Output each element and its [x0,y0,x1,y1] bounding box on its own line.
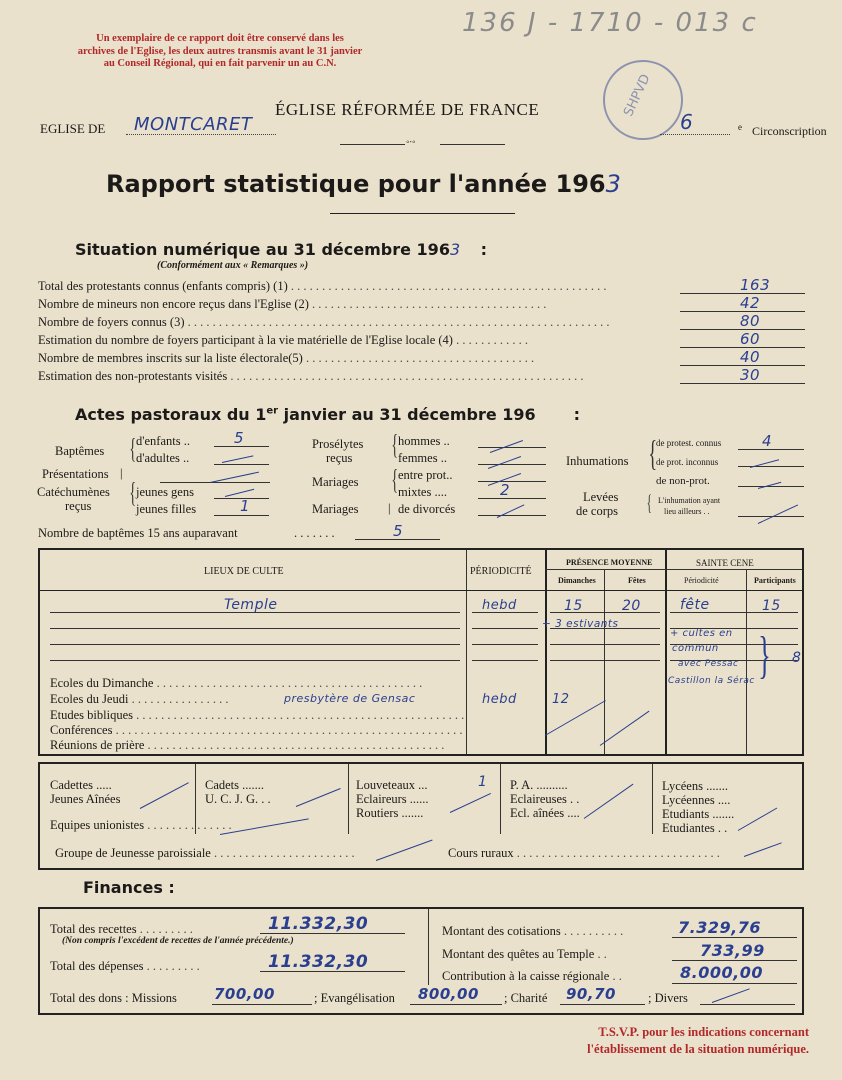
org-title: ÉGLISE RÉFORMÉE DE FRANCE [275,100,540,119]
de-prot-inconnus-label: de prot. inconnus [656,457,719,467]
eglise-name: MONTCARET [134,114,253,135]
de-non-prot-label: de non-prot. [656,475,710,487]
situation-row-value: 42 [740,294,761,312]
situation-row-label: Estimation des non-protestants visités [38,369,228,383]
evangelisation-value: 800,00 [418,985,479,1003]
jeunes-filles-value: 1 [240,497,251,515]
culte-row-line [50,660,460,661]
footer-line2: l'établissement de la situation numérique. [587,1042,809,1056]
ecoles-jeudi-text: Ecoles du Jeudi [50,692,129,706]
col-fetes: Fêtes [628,576,646,585]
reunions-priere-text: Réunions de prière [50,738,145,752]
conferences-text: Conférences [50,723,113,737]
recus-label: reçus [65,499,92,513]
situation-row: Estimation des non-protestants visités . . . . . . . . . . . . . . . . . . . . . . . . . . . . . . . . . . . . . . . . . . . . . . . . . . . . . . . . . [38,369,584,383]
sc-participants-2: 8 [792,650,802,666]
title-rule [330,213,515,214]
bapt15-dots: . . . . . . . [294,526,335,540]
actes-heading-text: Actes pastoraux du 1 [75,405,267,424]
groupe-jeunesse-label: Groupe de Jeunesse paroissiale . . . . . . . . . . . . . . . . . . . . . . . [55,846,355,860]
pa-label: P. A. .......... [510,778,568,792]
header-note-line2: archives de l'Eglise, les deux autres transmis avant le 31 janvier [77,45,363,57]
ornament-left [340,144,405,145]
d-adultes-dash [222,455,254,463]
finances-sep [428,909,429,985]
situation-row-label: Total des protestants connus (enfants compris) (1) [38,279,288,293]
conferences-label: Conférences . . . . . . . . . . . . . . . . . . . . . . . . . . . . . . . . . . . . . . . . . . . . . . . . . . . . . . . . [50,723,463,737]
d-adultes-label: d'adultes .. [136,451,190,465]
row1-lieu: Temple [224,597,278,613]
recettes-line [260,933,405,934]
charite-label: ; Charité [504,991,548,1005]
actes-heading-end: : [573,405,581,424]
bapt15-line [355,539,440,540]
jeunes-ainees-label: Jeunes Aînées [50,792,121,806]
charite-line [560,1004,645,1005]
hommes-line [478,447,546,448]
archive-stamp [603,60,683,140]
header-note-line1: Un exemplaire de ce rapport doit être conservé dans les [96,33,344,44]
situation-row: Nombre de mineurs non encore reçus dans l'Eglise (2) . . . . . . . . . . . . . . . . . . . . . . . . . . . . . . . . . . . . . . [38,297,547,311]
inhum-dash [758,504,798,524]
situation-row: Nombre de foyers connus (3) . . . . . . . . . . . . . . . . . . . . . . . . . . . . . . . . . . . . . . . . . . . . . . . . . . . . . . . . . . . . . . . . . . . . [38,315,610,329]
levees-label: Levées [583,490,619,504]
d-enfants-value: 5 [234,429,245,447]
routiers-label: Routiers ....... [356,806,424,820]
jeunesse-sep [652,764,653,834]
hommes-label: hommes .. [398,434,450,448]
situation-row-label: Nombre de mineurs non encore reçus dans l'Eglise (2) [38,297,309,311]
presentations-line [160,482,270,483]
row1-sc-participants: 15 [762,598,781,614]
contribution-line [672,983,797,984]
footer-line1: T.S.V.P. pour les indications concernant [598,1025,809,1039]
groupe-jeunesse-text: Groupe de Jeunesse paroissiale [55,846,211,860]
cours-ruraux-label: Cours ruraux . . . . . . . . . . . . . . . . . . . . . . . . . . . . . . . . . [448,846,720,860]
contribution-value: 8.000,00 [680,963,763,982]
report-title [106,170,621,198]
situation-row-value: 40 [740,348,761,366]
de-prot-connus-line [738,449,804,450]
jeunesse-sep [500,764,501,834]
de-prot-connus-label: de protest. connus [656,438,722,448]
cotisations-value: 7.329,76 [678,918,761,937]
louveteaux-value: 1 [478,774,488,790]
situation-row-label: Nombre de membres inscrits sur la liste électorale(5) [38,351,303,365]
culte-row-line [550,644,660,645]
row2-note: + 3 estivants [542,618,619,630]
actes-heading [75,405,580,424]
evangelisation-label: ; Evangélisation [314,991,395,1005]
depenses-value: 11.332,30 [268,952,369,972]
quetes-text: Montant des quêtes au Temple [442,947,595,961]
cadettes-label: Cadettes ..... [50,778,112,792]
catechumenes-label: Catéchumènes [37,485,110,499]
bapt15-label: Nombre de baptêmes 15 ans auparavant [38,526,238,540]
row1-dimanches: 15 [564,598,583,614]
bapt15-value: 5 [393,522,404,540]
situation-colon: : [480,240,488,259]
inhumations-label: Inhumations [566,454,629,468]
etudes-bibliques-text: Etudes bibliques [50,708,133,722]
situation-row: Total des protestants connus (enfants compris) (1) . . . . . . . . . . . . . . . . . . . . . . . . . . . . . . . . . . . . . . . . . . . . . . . . . . . [38,279,607,293]
eclaireurs-label: Eclaireurs ...... [356,792,429,806]
inhum-note-1: L'inhumation ayant [658,496,721,505]
culte-col-sep [604,570,605,754]
etudiants-label: Etudiants ....... [662,807,735,821]
ecoles-jeudi-periodicite: hebd [482,692,517,707]
culte-row-line [472,628,538,629]
baptemes-label: Baptêmes [55,444,105,458]
culte-col-sep [545,550,547,754]
brace: { [391,465,399,496]
entre-prot-label: entre prot.. [398,468,453,482]
stamp-text: SHPVD [621,72,654,119]
situation-row-value: 80 [740,312,761,330]
culte-row-line [472,660,538,661]
sc-note-1: + cultes en [670,628,733,639]
situation-subtitle: (Conformément aux « Remarques ») [157,260,309,271]
divorces-line [478,515,546,516]
quetes-line [672,960,797,961]
brace: { [646,490,652,515]
situation-year: 3 [449,240,461,259]
situation-row-value: 163 [740,276,771,294]
mixtes-label: mixtes .... [398,485,447,499]
depenses-line [260,971,405,972]
situation-heading-text: Situation numérique au 31 décembre 196 [75,240,450,259]
actes-heading-sup: er [266,405,279,417]
d-enfants-label: d'enfants .. [136,434,190,448]
col-participants: Participants [754,576,796,585]
situation-row-line [680,383,805,384]
cotisations-line [672,937,797,938]
femmes-dash [488,456,521,469]
ecl-ainees-label: Ecl. aînées .... [510,806,580,820]
etudes-bibliques-label: Etudes bibliques . . . . . . . . . . . . . . . . . . . . . . . . . . . . . . . . . . . . . . . . . . . . . . . . . . . . . [50,708,465,722]
jeunes-gens-label: jeunes gens [136,485,194,499]
depenses-text: Total des dépenses [50,959,144,973]
circonscription-label: Circonscription [752,124,827,138]
cadets-label: Cadets ....... [205,778,265,792]
eclaireuses-label: Eclaireuses . . [510,792,580,806]
divorces-label: de divorcés [398,502,456,516]
situation-heading [75,240,487,259]
sc-brace: } [758,627,771,684]
de-non-prot-line [738,486,804,487]
entre-prot-line [478,481,546,482]
ecoles-jeudi-dimanches: 12 [552,692,570,707]
circonscription-underline [660,134,730,135]
jeunes-filles-label: jeunes filles [136,502,197,516]
culte-head-bottom [40,590,803,591]
eglise-underline [126,134,276,135]
lyceennes-label: Lycéennes .... [662,793,731,807]
col-periodicite: PÉRIODICITÉ [470,566,532,577]
divorces-bar: | [388,501,391,515]
situation-row-label: Nombre de foyers connus (3) [38,315,185,329]
culte-row-line [472,644,538,645]
cotisations-text: Montant des cotisations [442,924,561,938]
situation-row-label: Estimation du nombre de foyers participant à la vie matérielle de l'Eglise locale (4) [38,333,453,347]
col-sainte-cene: SAINTE CENE [696,558,754,568]
charite-value: 90,70 [566,985,616,1003]
contribution-text: Contribution à la caisse régionale [442,969,610,983]
culte-row-line [50,644,460,645]
header-note-line3: au Conseil Régional, qui en fait parvenir un au C.N. [103,58,337,69]
ecoles-dimanche-text: Ecoles du Dimanche [50,676,154,690]
mariages-label-2: Mariages [312,502,359,516]
circonscription-suffix: e [738,122,742,132]
report-title-text: Rapport statistique pour l'année 196 [106,170,606,198]
brace: { [129,478,137,509]
dons-row [50,991,177,1006]
recettes-note: (Non compris l'excédent de recettes de l'année précédente.) [62,936,294,946]
ecoles-dimanche-label: Ecoles du Dimanche . . . . . . . . . . . . . . . . . . . . . . . . . . . . . . . . . . . . . . . . . . . [50,676,423,690]
dons-label: Total des dons : Missions [50,991,177,1005]
report-title-year: 3 [605,170,622,198]
header-note [50,33,390,71]
culte-row-line [550,660,660,661]
eglise-label: EGLISE DE [40,121,106,136]
depenses-label: Total des dépenses . . . . . . . . . [50,959,200,973]
reunions-priere-label: Réunions de prière . . . . . . . . . . . . . . . . . . . . . . . . . . . . . . . . . . . . . . . . . . . . . . . . [50,738,445,752]
femmes-line [478,464,546,465]
presentations-label: Présentations [42,467,109,481]
col-lieux-de-culte: LIEUX DE CULTE [204,566,284,577]
ornament-right [440,144,505,145]
sc-note-3: avec Pessac [678,659,739,669]
de-corps-label: de corps [576,504,618,518]
situation-row: Nombre de membres inscrits sur la liste électorale(5) . . . . . . . . . . . . . . . . . . . . . . . . . . . . . . . . . . . . . [38,351,535,365]
situation-row-value: 30 [740,366,761,384]
recettes-label: Total des recettes . . . . . . . . . [50,922,193,936]
situation-row-value: 60 [740,330,761,348]
sc-note-4: Castillon la Sérac [668,676,755,686]
row1-fetes: 20 [622,598,641,614]
de-prot-connus-value: 4 [762,432,773,450]
ornament-center: ◦∙◦ [406,137,416,148]
evangelisation-line [410,1004,502,1005]
etudiantes-label: Etudiantes . . [662,821,728,835]
culte-col-sep [746,570,747,754]
louveteaux-label: Louveteaux ... [356,778,428,792]
inhum-note-2: lieu ailleurs . . [664,507,710,516]
culte-row-line [50,628,460,629]
col-sc-periodicite: Périodicité [684,576,719,585]
culte-col-sep [466,550,467,754]
equipes-label: Equipes unionistes . . . . . . . . . . . . . . [50,818,232,832]
d-adultes-line [214,464,269,465]
mariages-label: Mariages [312,475,359,489]
mixtes-line [478,498,546,499]
quetes-label: Montant des quêtes au Temple . . [442,947,607,961]
recettes-value: 11.332,30 [268,914,369,934]
archive-reference: 136 J - 1710 - 013 c [462,8,758,38]
lyceens-label: Lycéens ....... [662,779,728,793]
quetes-value: 733,99 [700,941,765,960]
row1-sc-periodicite: fête [680,597,710,613]
cotisations-label: Montant des cotisations . . . . . . . . . . [442,924,624,938]
contribution-label: Contribution à la caisse régionale . . [442,969,622,983]
row1-periodicite: hebd [482,598,517,613]
situation-row: Estimation du nombre de foyers participant à la vie matérielle de l'Eglise locale (4) . . . . . . . . . . . . [38,333,528,347]
missions-line [212,1004,312,1005]
circonscription-number: 6 [680,110,694,134]
proselytes-label: Prosélytes [312,437,364,451]
footer-note [524,1024,809,1058]
divers-line [700,1004,795,1005]
ecoles-jeudi-label: Ecoles du Jeudi . . . . . . . . . . . . . . . . [50,692,229,706]
ecoles-jeudi-value: presbytère de Gensac [284,692,416,705]
finances-heading: Finances : [83,878,175,897]
proselytes-label2: reçus [326,451,353,465]
cours-ruraux-text: Cours ruraux [448,846,514,860]
col-dimanches: Dimanches [558,576,596,585]
jeunes-filles-line [214,515,269,516]
jeunesse-sep [348,764,349,834]
culte-head-rule [545,569,802,570]
mixtes-value: 2 [500,481,511,499]
brace: { [129,434,137,465]
de-prot-inconnus-line [738,466,804,467]
actes-heading-rest: janvier au 31 décembre 196 [278,405,536,424]
missions-value: 700,00 [214,985,275,1003]
ucjg-label: U. C. J. G. . . [205,792,271,806]
divers-label: ; Divers [648,991,688,1005]
sc-note-2: commun [672,643,719,654]
d-enfants-line [214,446,269,447]
col-presence: PRÉSENCE MOYENNE [566,558,653,567]
brace: { [391,430,399,461]
culte-col-sep [665,550,667,754]
presentations-bar: | [120,466,123,480]
equipes-text: Equipes unionistes [50,818,145,832]
jeunes-gens-dash [225,489,254,497]
brace: { [648,433,657,473]
femmes-label: femmes .. [398,451,447,465]
recettes-text: Total des recettes [50,922,137,936]
